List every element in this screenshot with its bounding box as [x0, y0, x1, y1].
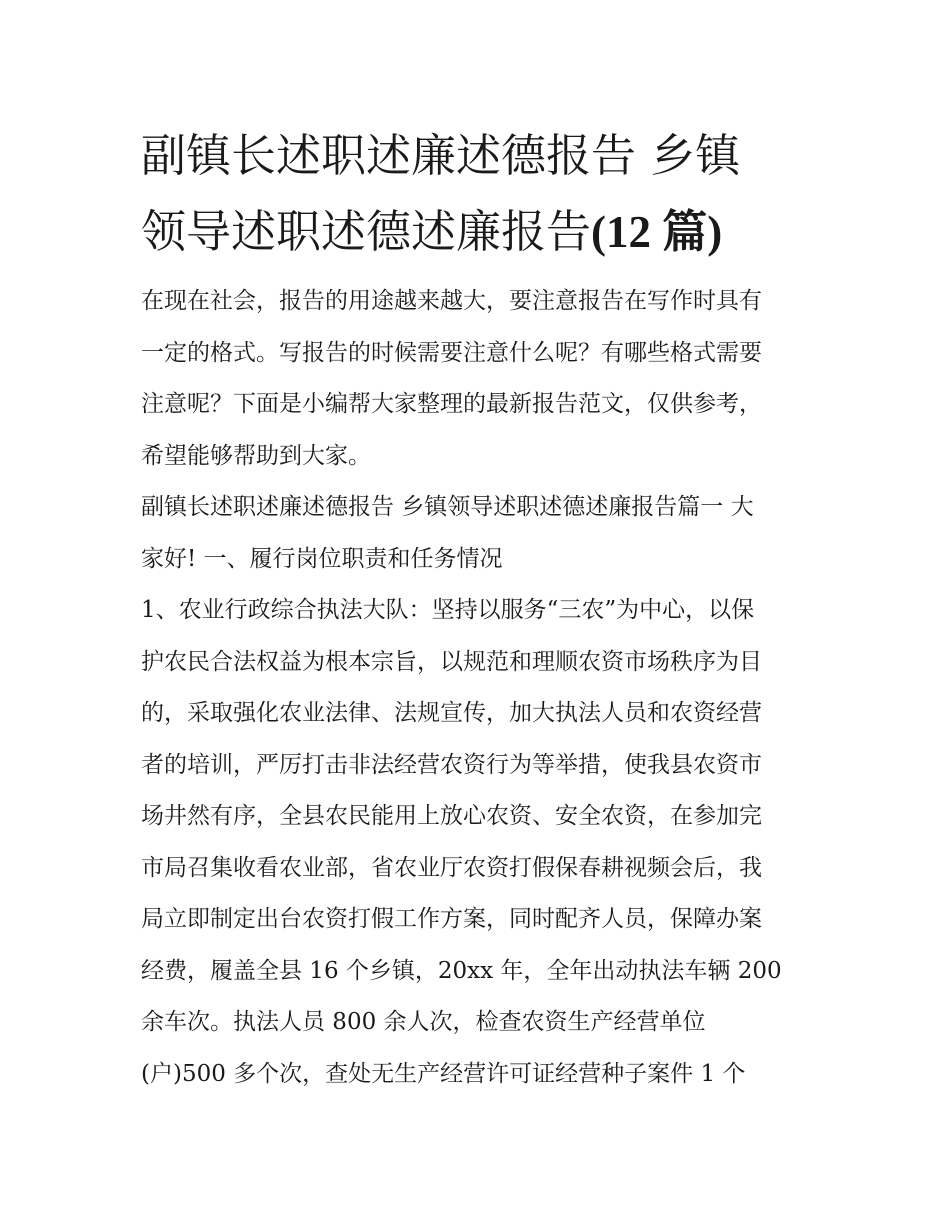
item-line: 余车次。执法人员 800 余人次，检查农资生产经营单位	[141, 1009, 706, 1035]
title-line-1: 副镇长述职述廉述德报告 乡镇	[141, 129, 741, 182]
item-line: (户)500 多个次，查处无生产经营许可证经营种子案件 1 个	[141, 1060, 746, 1087]
intro-line: 注意呢？下面是小编帮大家整理的最新报告范文，仅供参考，	[141, 391, 762, 417]
document-page	[141, 118, 813, 1100]
document-title	[141, 118, 813, 270]
item-line: 的，采取强化农业法律、法规宣传，加大执法人员和农资经营	[141, 700, 762, 726]
intro-line: 在现在社会，报告的用途越来越大，要注意报告在写作时具有	[141, 288, 762, 314]
intro-paragraph	[141, 276, 813, 482]
item-1-paragraph	[141, 585, 813, 1100]
section-heading-paragraph	[141, 482, 813, 585]
title-count: (12	[591, 207, 652, 257]
item-line: 者的培训，严厉打击非法经营农资行为等举措，使我县农资市	[141, 751, 762, 778]
item-line: 场井然有序，全县农民能用上放心农资、安全农资，在参加完	[141, 803, 762, 829]
item-line: 局立即制定出台农资打假工作方案，同时配齐人员，保障办案	[141, 906, 762, 932]
document-body	[141, 276, 813, 1100]
title-line-2: 领导述职述德述廉报告	[141, 205, 592, 258]
intro-line: 一定的格式。写报告的时候需要注意什么呢？有哪些格式需要	[141, 339, 762, 366]
item-line: 1、农业行政综合执法大队：坚持以服务“三农”为中心，以保	[141, 597, 755, 623]
item-line: 护农民合法权益为根本宗旨，以规范和理顺农资市场秩序为目	[141, 648, 762, 675]
item-line: 经费，履盖全县 16 个乡镇，20xx 年，全年出动执法车辆 200	[141, 957, 782, 984]
item-line: 市局召集收看农业部，省农业厅农资打假保春耕视频会后，我	[141, 854, 762, 881]
section-line: 副镇长述职述廉述德报告 乡镇领导述职述德述廉报告篇一 大	[141, 494, 754, 520]
intro-line: 希望能够帮助到大家。	[141, 442, 371, 469]
title-count-unit: 篇)	[651, 207, 723, 257]
section-line: 家好! 一、履行岗位职责和任务情况	[141, 545, 503, 572]
